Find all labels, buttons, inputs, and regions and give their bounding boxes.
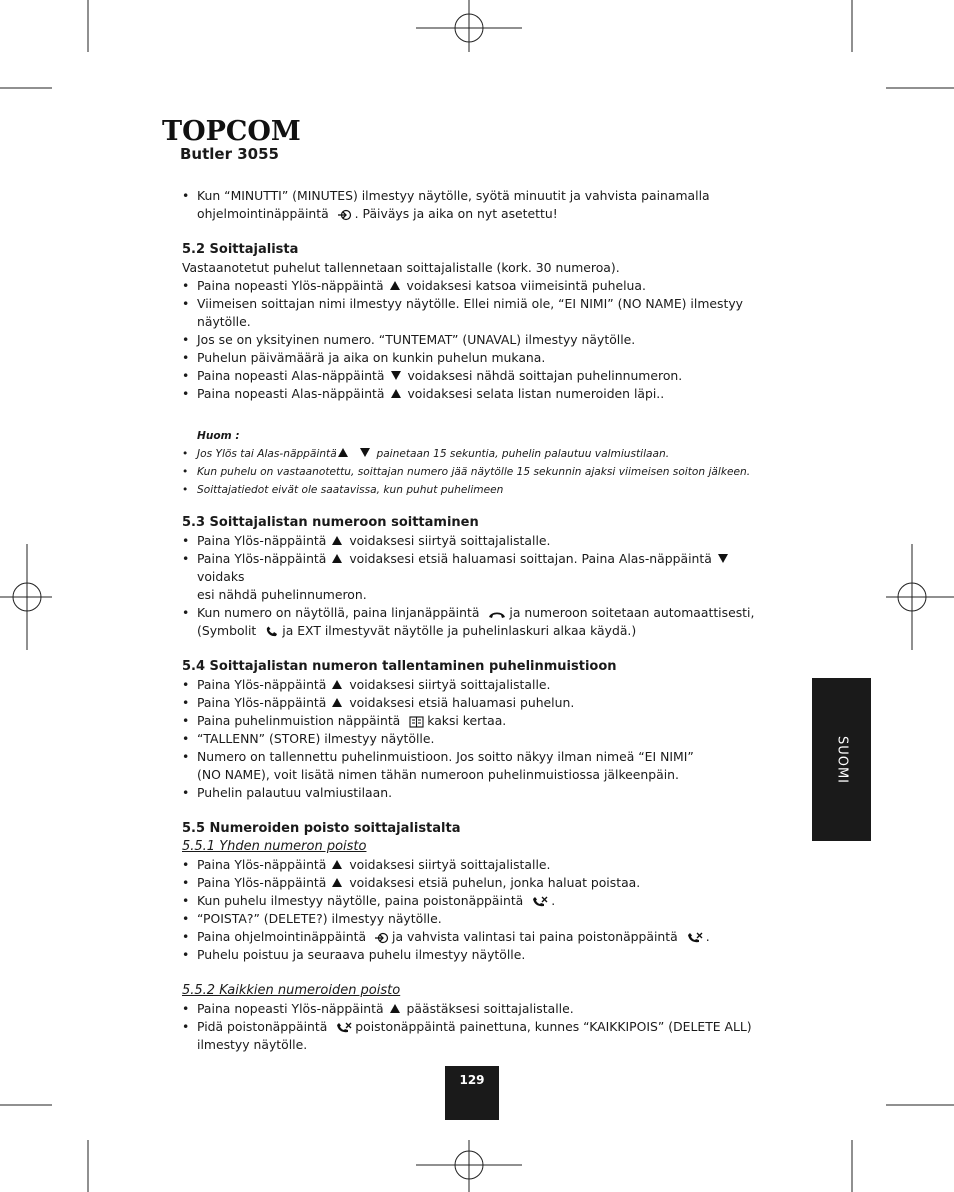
list-item: • Paina Ylös-näppäintä voidaksesi siirtyä soittajalistalle.: [182, 856, 782, 874]
note-title: Huom :: [197, 430, 240, 442]
list-item: • Puhelu poistuu ja seuraava puhelu ilmestyy näytölle.: [182, 946, 782, 964]
arrow-up-icon: [391, 389, 401, 398]
note-box: [182, 427, 782, 499]
call-from-list-steps: [182, 532, 782, 640]
list-item: • Viimeisen soittajan nimi ilmestyy näytölle. Ellei nimiä ole, “EI NIMI” (NO NAME) ilmestyy näytölle.: [182, 295, 782, 331]
program-key-icon: [338, 209, 352, 221]
arrow-up-icon: [338, 448, 348, 457]
section-heading: 5.2 Soittajalista: [182, 242, 299, 257]
arrow-up-icon: [332, 554, 342, 563]
list-item: • Puhelun päivämäärä ja aika on kunkin puhelun mukana.: [182, 349, 782, 367]
arrow-up-icon: [332, 680, 342, 689]
list-item: • Kun “MINUTTI” (MINUTES) ilmestyy näytölle, syötä minuutit ja vahvista painamalla ohjelmointinäppäintä . Päiväys ja aika on nyt asetettu!: [182, 187, 782, 223]
subsection-heading: 5.5.1 Yhden numeron poisto: [182, 839, 367, 854]
list-item: • Paina puhelinmuistion näppäintä kaksi kertaa.: [182, 712, 782, 730]
arrow-down-icon: [360, 448, 370, 457]
list-item: • Paina Ylös-näppäintä voidaksesi etsiä puhelun, jonka haluat poistaa.: [182, 874, 782, 892]
list-item: • “TALLENN” (STORE) ilmestyy näytölle.: [182, 730, 782, 748]
list-item: • Puhelin palautuu valmiustilaan.: [182, 784, 782, 802]
note-list: [182, 445, 782, 499]
section-delete-from-list: [182, 820, 782, 1054]
list-item: • Kun puhelu on vastaanotettu, soittajan numero jää näytölle 15 sekunnin ajaksi viimeisen soiton jälkeen.: [182, 463, 782, 481]
list-item: • Paina Ylös-näppäintä voidaksesi siirtyä soittajalistalle.: [182, 532, 782, 550]
section-heading: 5.3 Soittajalistan numeroon soittaminen: [182, 515, 479, 530]
section-intro: Vastaanotetut puhelut tallennetaan soittajalistalle (kork. 30 numeroa).: [182, 260, 620, 275]
list-item: • Pidä poistonäppäintä poistonäppäintä painettuna, kunnes “KAIKKIPOIS” (DELETE ALL) ilmestyy näytölle.: [182, 1018, 782, 1054]
arrow-up-icon: [332, 860, 342, 869]
arrow-up-icon: [390, 1004, 400, 1013]
delete-one-steps: [182, 856, 782, 964]
arrow-up-icon: [332, 878, 342, 887]
list-item: • Paina ohjelmointinäppäintä ja vahvista valintasi tai paina poistonäppäintä .: [182, 928, 782, 946]
arrow-up-icon: [332, 536, 342, 545]
list-item: • Paina Ylös-näppäintä voidaksesi etsiä haluamasi puhelun.: [182, 694, 782, 712]
section-heading: 5.4 Soittajalistan numeron tallentaminen puhelinmuistioon: [182, 659, 617, 674]
topcom-logo: [162, 112, 301, 147]
delete-key-icon: [687, 932, 703, 944]
list-item: • Jos se on yksityinen numero. “TUNTEMAT” (UNAVAL) ilmestyy näytölle.: [182, 331, 782, 349]
subsection-heading: 5.5.2 Kaikkien numeroiden poisto: [182, 983, 401, 998]
list-item: • Jos Ylös tai Alas-näppäintä painetaan 15 sekuntia, puhelin palautuu valmiustilaan.: [182, 445, 782, 463]
intro-list: [182, 187, 782, 223]
list-item: • Paina nopeasti Ylös-näppäintä päästäksesi soittajalistalle.: [182, 1000, 782, 1018]
list-item: • “POISTA?” (DELETE?) ilmestyy näytölle.: [182, 910, 782, 928]
delete-key-icon: [532, 896, 548, 908]
arrow-down-icon: [391, 371, 401, 380]
arrow-down-icon: [718, 554, 728, 563]
language-tab: SUOMI: [812, 678, 871, 841]
section-heading: 5.5 Numeroiden poisto soittajalistalta: [182, 821, 461, 836]
list-item: • Paina nopeasti Alas-näppäintä voidaksesi selata listan numeroiden läpi..: [182, 385, 782, 403]
store-steps: [182, 676, 782, 802]
list-item: • Numero on tallennettu puhelinmuistioon. Jos soitto näkyy ilman nimeä “EI NIMI” (NO NAME), voit lisätä nimen tähän numeroon puhelinmuistiossa jälkeenpäin.: [182, 748, 782, 784]
section-store-to-phonebook: [182, 658, 782, 802]
list-item: • Soittajatiedot eivät ole saatavissa, kun puhut puhelimeen: [182, 481, 782, 499]
model-name: Butler 3055: [180, 145, 279, 163]
section-caller-list: [182, 241, 782, 403]
list-item: • Paina nopeasti Alas-näppäintä voidaksesi nähdä soittajan puhelinnumeron.: [182, 367, 782, 385]
phone-handset-icon: [488, 610, 506, 620]
delete-key-icon: [336, 1022, 352, 1034]
phone-off-hook-icon: [265, 626, 279, 638]
svg-text:TOPCOM: TOPCOM: [162, 116, 301, 147]
program-key-icon: [375, 932, 389, 944]
list-item: • Kun puhelu ilmestyy näytölle, paina poistonäppäintä .: [182, 892, 782, 910]
list-item: • Kun numero on näytöllä, paina linjanäppäintä ja numeroon soitetaan automaattisesti, (Symbolit ja EXT ilmestyvät näytölle ja puhelinlaskuri alkaa käydä.): [182, 604, 782, 640]
arrow-up-icon: [332, 698, 342, 707]
caller-list-steps: [182, 277, 782, 403]
page-number: 129: [445, 1066, 499, 1120]
delete-all-steps: [182, 1000, 782, 1054]
arrow-up-icon: [390, 281, 400, 290]
list-item: • Paina Ylös-näppäintä voidaksesi siirtyä soittajalistalle.: [182, 676, 782, 694]
list-item: • Paina nopeasti Ylös-näppäintä voidaksesi katsoa viimeisintä puhelua.: [182, 277, 782, 295]
list-item: • Paina Ylös-näppäintä voidaksesi etsiä haluamasi soittajan. Paina Alas-näppäintä voidaks esi nähdä puhelinnumeron.: [182, 550, 782, 604]
manual-content: [182, 187, 782, 1054]
phonebook-icon: [409, 716, 424, 728]
section-call-from-list: [182, 514, 782, 640]
